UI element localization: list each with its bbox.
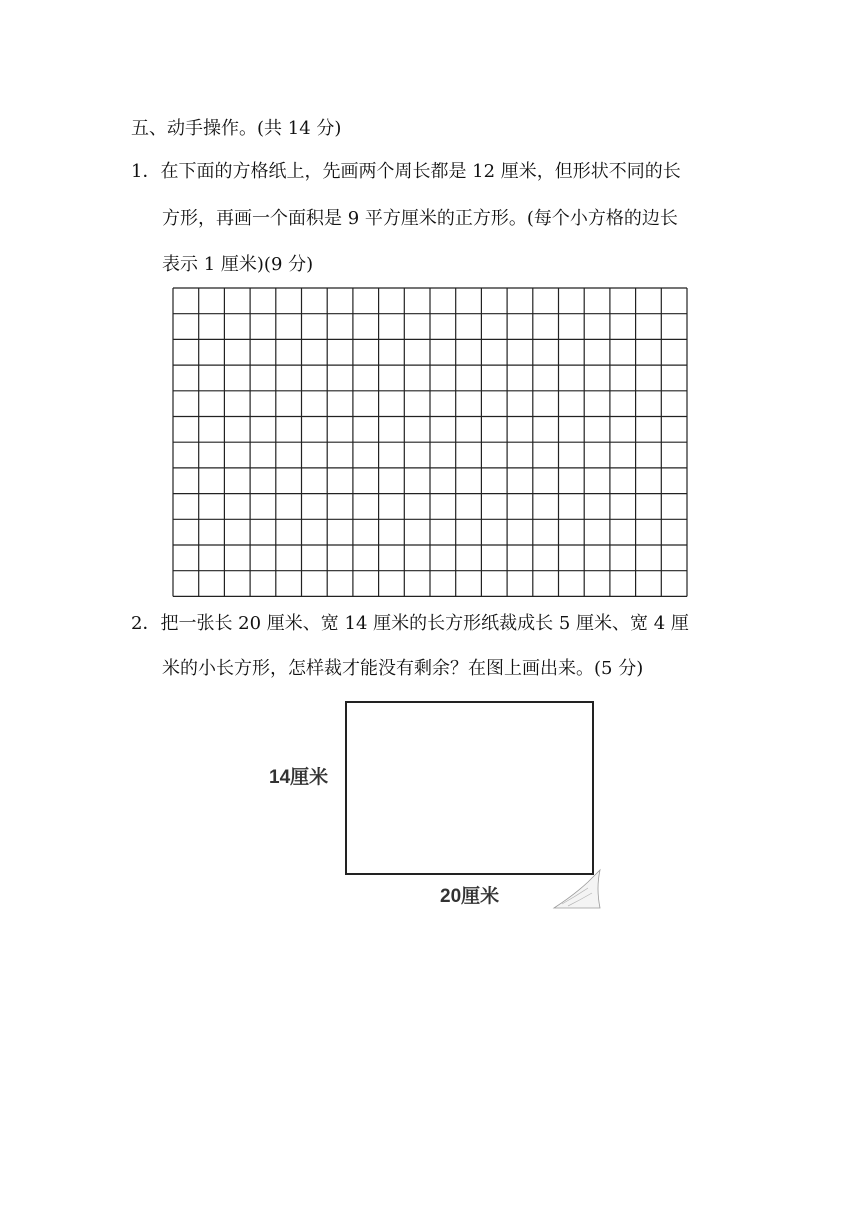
section-title: 五、动手操作。(共 14 分) (131, 118, 342, 139)
question-1-line-1: 1．在下面的方格纸上，先画两个周长都是 12 厘米，但形状不同的长 (131, 161, 681, 182)
square-grid-paper[interactable] (172, 287, 690, 599)
rectangle-outline (346, 702, 593, 874)
question-2-line-2: 米的小长方形，怎样裁才能没有剩余？在图上画出来。(5 分) (162, 658, 644, 679)
page-curl-mark (554, 870, 600, 908)
rectangle-diagram (262, 690, 607, 915)
question-2-line-1: 2．把一张长 20 厘米、宽 14 厘米的长方形纸裁成长 5 厘米、宽 4 厘 (131, 613, 689, 634)
height-label: 14厘米 (269, 767, 329, 788)
paper-rectangle[interactable] (262, 690, 607, 915)
question-1-line-3: 表示 1 厘米)(9 分) (162, 254, 314, 275)
question-1-line-2: 方形，再画一个面积是 9 平方厘米的正方形。(每个小方格的边长 (162, 208, 678, 229)
width-label: 20厘米 (440, 886, 500, 907)
